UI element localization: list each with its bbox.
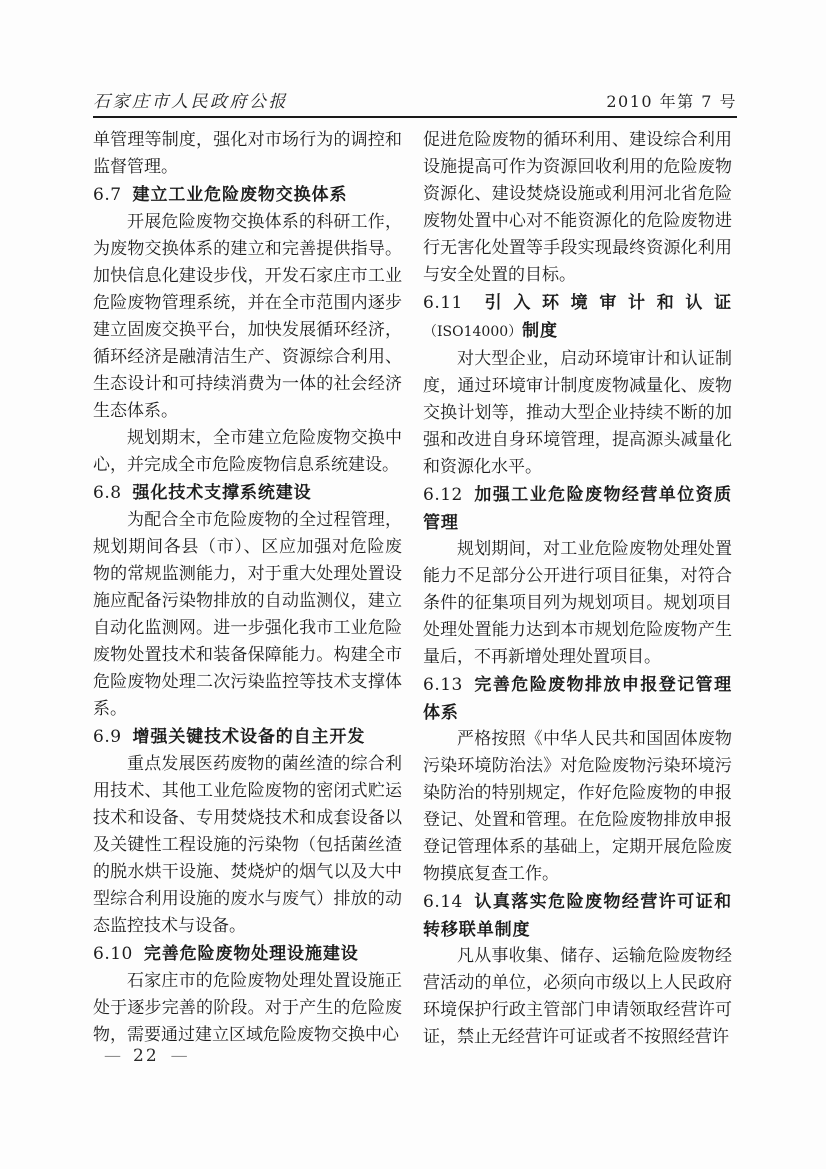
paragraph: 严格按照《中华人民共和国固体废物污染环境防治法》对危险废物污染环境污染防治的特别规定，作好危险废物的申报登记、处置和管理。在危险废物排放申报登记管理体系的基础上，定期开展危险废物摸底复查工作。: [423, 729, 732, 884]
issue-number: 2010 年第 7 号: [606, 92, 737, 111]
heading-number: 6.7: [93, 185, 122, 205]
section-heading: [93, 181, 402, 209]
journal-title: 石家庄市人民政府公报: [93, 92, 288, 112]
header-rule: [93, 116, 737, 118]
heading-title: 建立工业危险废物交换体系: [132, 185, 348, 204]
page-footer: [104, 1043, 188, 1070]
paragraph: 开展危险废物交换体系的科研工作，为废物交换体系的建立和完善提供指导。加快信息化建设步伐，开发石家庄市工业危险废物管理系统，并在全市范围内逐步建立固废交换平台，加快发展循环经济，循环经济是融清洁生产、资源综合利用、生态设计和可持续消费为一体的社会经济生态体系。: [93, 212, 402, 421]
footer-dash-right: —: [170, 1046, 188, 1066]
heading-title: 完善危险废物处理设施建设: [143, 944, 359, 963]
heading-number: 6.13: [423, 675, 463, 695]
section-heading: [423, 289, 732, 346]
section-heading: [423, 888, 732, 943]
heading-title: 增强关键技术设备的自主开发: [132, 727, 366, 746]
footer-dash-left: —: [104, 1046, 121, 1066]
column-left: [93, 127, 402, 1051]
heading-number: 6.12: [423, 485, 463, 505]
heading-number: 6.8: [93, 483, 122, 503]
paragraph: 凡从事收集、储存、运输危险废物经营活动的单位，必须向市级以上人民政府环境保护行政主管部门申请领取经营许可证，禁止无经营许可证或者不按照经营许: [423, 946, 732, 1047]
heading-number: 6.10: [93, 944, 133, 964]
paragraph: 石家庄市的危险废物处理处置设施正处于逐步完善的阶段。对于产生的危险废物，需要通过建立区域危险废物交换中心: [93, 971, 402, 1045]
paragraph: 规划期末，全市建立危险废物交换中心，并完成全市危险废物信息系统建设。: [93, 428, 402, 475]
heading-title: （ISO14000）: [423, 324, 523, 340]
paragraph: 重点发展医药废物的菌丝渣的综合利用技术、其他工业危险废物的密闭式贮运技术和设备、专用焚烧技术和成套设备以及关键性工程设施的污染物（包括菌丝渣的脱水烘干设施、焚烧炉的烟气以及大中型综合利用设施的废水与废气）排放的动态监控技术与设备。: [93, 754, 402, 936]
heading-title: 认真落实危险废物经营许可证和转移联单制度: [423, 892, 732, 939]
heading-number: 6.11: [423, 293, 463, 313]
page-number: 22: [133, 1046, 159, 1066]
section-heading: [423, 481, 732, 536]
page-content: [93, 0, 737, 1051]
paragraph: 对大型企业，启动环境审计和认证制度，通过环境审计制度废物减量化、废物交换计划等，推动大型企业持续不断的加强和改进自身环境管理，提高源头减量化和资源化水平。: [423, 349, 732, 477]
heading-title: 制度: [522, 321, 558, 340]
paragraph: 单管理等制度，强化对市场行为的调控和监督管理。: [93, 130, 402, 177]
content-columns: [93, 127, 737, 1051]
paragraph: 为配合全市危险废物的全过程管理，规划期间各县（市）、区应加强对危险废物的常规监测能力，对于重大处理处置设施应配备污染物排放的自动监测仪，建立自动化监测网。进一步强化我市工业危险废物处置技术和装备保障能力。构建全市危险废物处理二次污染监控等技术支撑体系。: [93, 510, 402, 719]
heading-title: 强化技术支撑系统建设: [132, 483, 312, 502]
paragraph: 规划期间，对工业危险废物处理处置能力不足部分公开进行项目征集，对符合条件的征集项目列为规划项目。规划项目处理处置能力达到本市规划危险废物产生量后，不再新增处理处置项目。: [423, 539, 732, 667]
section-heading: [423, 671, 732, 726]
section-heading: [93, 479, 402, 507]
heading-title: 加强工业危险废物经营单位资质管理: [423, 485, 732, 532]
heading-title: 引入环境审计和认证: [473, 293, 732, 312]
page-header: [93, 0, 737, 114]
heading-number: 6.14: [423, 892, 463, 912]
heading-title: 完善危险废物排放申报登记管理体系: [423, 675, 732, 722]
section-heading: [93, 723, 402, 751]
paragraph: 促进危险废物的循环利用、建设综合利用设施提高可作为资源回收利用的危险废物资源化、建设焚烧设施或利用河北省危险废物处置中心对不能资源化的危险废物进行无害化处置等手段实现最终资源化利用与安全处置的目标。: [423, 130, 732, 285]
column-right: [423, 127, 732, 1051]
section-heading: [93, 940, 402, 968]
heading-number: 6.9: [93, 727, 122, 747]
